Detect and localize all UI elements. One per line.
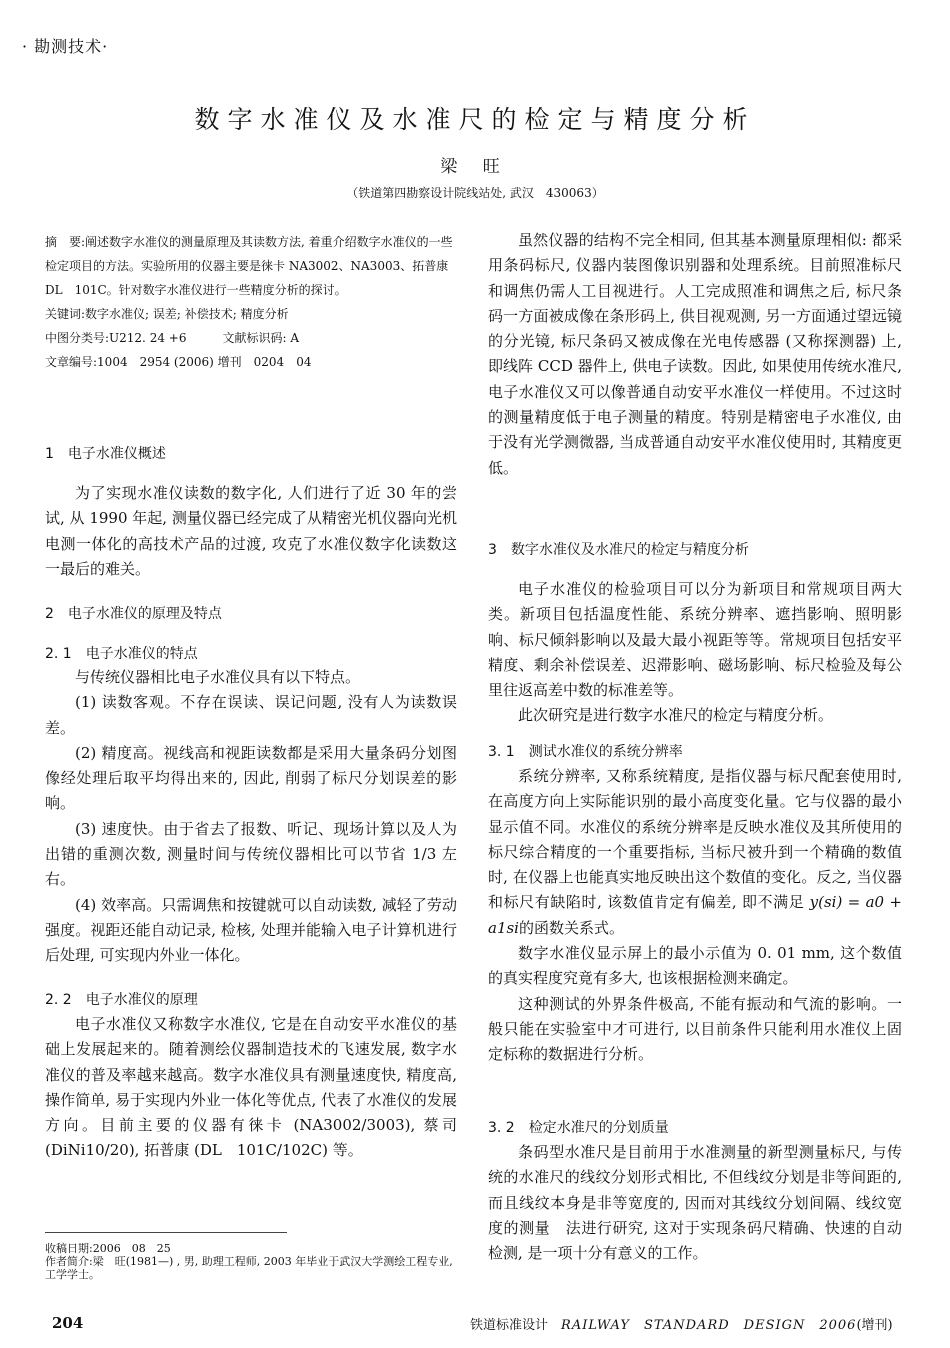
article-number: 文章编号:1004 2954 (2006) 增刊 0204 04 [45,355,312,369]
section-2-2-heading: 2. 2 电子水准仪的原理 [45,992,198,1008]
page-number: 204 [52,1314,84,1332]
section-1-paragraph: 为了实现水准仪读数的数字化, 人们进行了近 30 年的尝试, 从 1990 年起, 测量仪器已经完成了从精密光机仪器向光机电测一体化的高技术产品的过渡, 攻克了水准仪数字化读数这一最后的难关。 [45,484,457,578]
section-2-2-paragraph: 电子水准仪又称数字水准仪, 它是在自动安平水准仪的基础上发展起来的。随着测绘仪器制造技术的飞速发展, 数字水准仪的普及率越来越高。数字水准仪具有测量速度快, 精度高, 操作简单, 易于实现内外业一体化等优点, 代表了水准仪的发展方向。目前主要的仪器有徕卡 (NA3002/3003), 蔡司 (DiNi10/20), 拓普康 (DL 101C/102C) 等。 [45,1015,457,1160]
feature-4: (4) 效率高。只需调焦和按键就可以自动读数, 减轻了劳动强度。视距还能自动记录, 检核, 处理并能输入电子计算机进行后处理, 可实现内外业一体化。 [45,895,457,965]
section-3-heading: 3 数字水准仪及水准尺的检定与精度分析 [488,542,749,558]
section-3-1-paragraph-3: 这种测试的外界条件极高, 不能有振动和气流的影响。一般只能在实验室中才可进行, 以目前条件只能利用水准仪上固定标称的数据进行分析。 [488,994,902,1064]
footnote-divider [45,1232,287,1233]
feature-2: (2) 精度高。视线高和视距读数都是采用大量条码分划图像经处理后取平均得出来的, 因此, 削弱了标尺分划误差的影响。 [45,743,457,813]
feature-1: (1) 读数客观。不存在误读、误记问题, 没有人为读数误差。 [45,693,457,737]
footnote [45,1242,465,1281]
journal-footer [470,1314,893,1333]
journal-name-cn: 铁道标准设计 [470,1318,549,1333]
section-tag: · 勘测技术· [22,37,109,56]
abstract-text: 摘 要:阐述数字水准仪的测量原理及其读数方法, 着重介绍数字水准仪的一些检定项目的方法。实验所用的仪器主要是徕卡 NA3002、NA3003、拓普康 DL 101C。针对数字水准仪进行一些精度分析的探讨。 [45,235,453,297]
section-3-1-heading: 3. 1 测试水准仪的系统分辨率 [488,744,683,760]
section-3-1-text: 系统分辨率, 又称系统精度, 是指仪器与标尺配套使用时, 在高度方向上实际能识别的最小高度变化量。它与仪器的最小显示值不同。水准仪的系统分辨率是反映水准仪及其所使用的标尺综合精度的一个重要指标, 当标尺被升到一个精确的数值时, 在仪器上也能真实地反映出这个数值的变化。反之, 当仪器和标尺有缺陷时, 该数值肯定有偏差, 即不满足 [488,767,902,912]
section-3-1-paragraph-2: 数字水准仪显示屏上的最小示值为 0. 01 mm, 这个数值的真实程度究竟有多大, 也该根据检测来确定。 [488,944,902,988]
keywords: 关键词:数字水准仪; 误差; 补偿技术; 精度分析 [45,307,289,321]
section-3-2-heading: 3. 2 检定水准尺的分划质量 [488,1120,669,1136]
section-3-paragraph-2: 此次研究是进行数字水准尺的检定与精度分析。 [518,706,834,725]
author-name: 梁 旺 [440,157,510,177]
clc-number: 中图分类号:U212. 24 +6 文献标识码: A [45,331,299,345]
author-bio: 作者简介:梁 旺(1981—) , 男, 助理工程师, 2003 年毕业于武汉大学测绘工程专业, 工学学士。 [45,1255,453,1281]
section-3-paragraph-1: 电子水准仪的检验项目可以分为新项目和常规项目两大类。新项目包括温度性能、系统分辨率、遮挡影响、照明影响、标尺倾斜影响以及最大最小视距等等。常规项目包括安平精度、剩余补偿误差、迟滞影响、磁场影响、标尺检验及每公里往返高差中数的标准差等。 [488,580,902,700]
received-date: 收稿日期:2006 08 25 [45,1242,171,1255]
article-title: 数字水准仪及水准尺的检定与精度分析 [194,105,756,134]
section-3-1-text-tail: 的函数关系式。 [518,918,624,937]
abstract-block [45,230,457,374]
feature-3: (3) 速度快。由于省去了报数、听记、现场计算以及人为出错的重测次数, 测量时间与传统仪器相比可以节省 1/3 左右。 [45,819,457,889]
author-affiliation: （铁道第四勘察设计院线站处, 武汉 430063） [346,186,604,200]
journal-issue: (增刊) [856,1318,893,1333]
section-2-1-intro: 与传统仪器相比电子水准仪具有以下特点。 [75,668,361,686]
section-2-1-heading: 2. 1 电子水准仪的特点 [45,646,198,662]
section-1-heading: 1 电子水准仪概述 [45,446,166,462]
continued-paragraph: 虽然仪器的结构不完全相同, 但其基本测量原理相似: 都采用条码标尺, 仪器内装图像识别器和处理系统。目前照准标尺和调焦仍需人工目视进行。人工完成照准和调焦之后, 标尺条码一方面被成像在条形码上, 供目视观测, 另一方面通过望远镜的分光镜, 标尺条码又被成像在光电传感器 (又称探测器) 上, 即线阵 CCD 器件上, 供电子读数。因此, 如果使用传统水准尺, 电子水准仪又可以像普通自动安平水准仪一样使用。不过这时的测量精度低于电子测量的精度。特别是精密电子水准仪, 由于没有光学测微器, 当成普通自动安平水准仪使用时, 其精度更低。 [488,231,902,477]
section-3-1-paragraph-1 [488,764,902,941]
journal-name-en: RAILWAY STANDARD DESIGN 2006 [561,1318,857,1333]
resolution-formula: y(si) = a0 + a1si [488,893,902,937]
section-3-2-paragraph: 条码型水准尺是目前用于水准测量的新型测量标尺, 与传统的水准尺的线纹分划形式相比, 不但线纹分划是非等间距的, 而且线纹本身是非等宽度的, 因而对其线纹分划间隔、线纹宽度的测量 法进行研究, 这对于实现条码尺精确、快速的自动检测, 是一项十分有意义的工作。 [488,1143,902,1263]
section-2-heading: 2 电子水准仪的原理及特点 [45,606,222,622]
